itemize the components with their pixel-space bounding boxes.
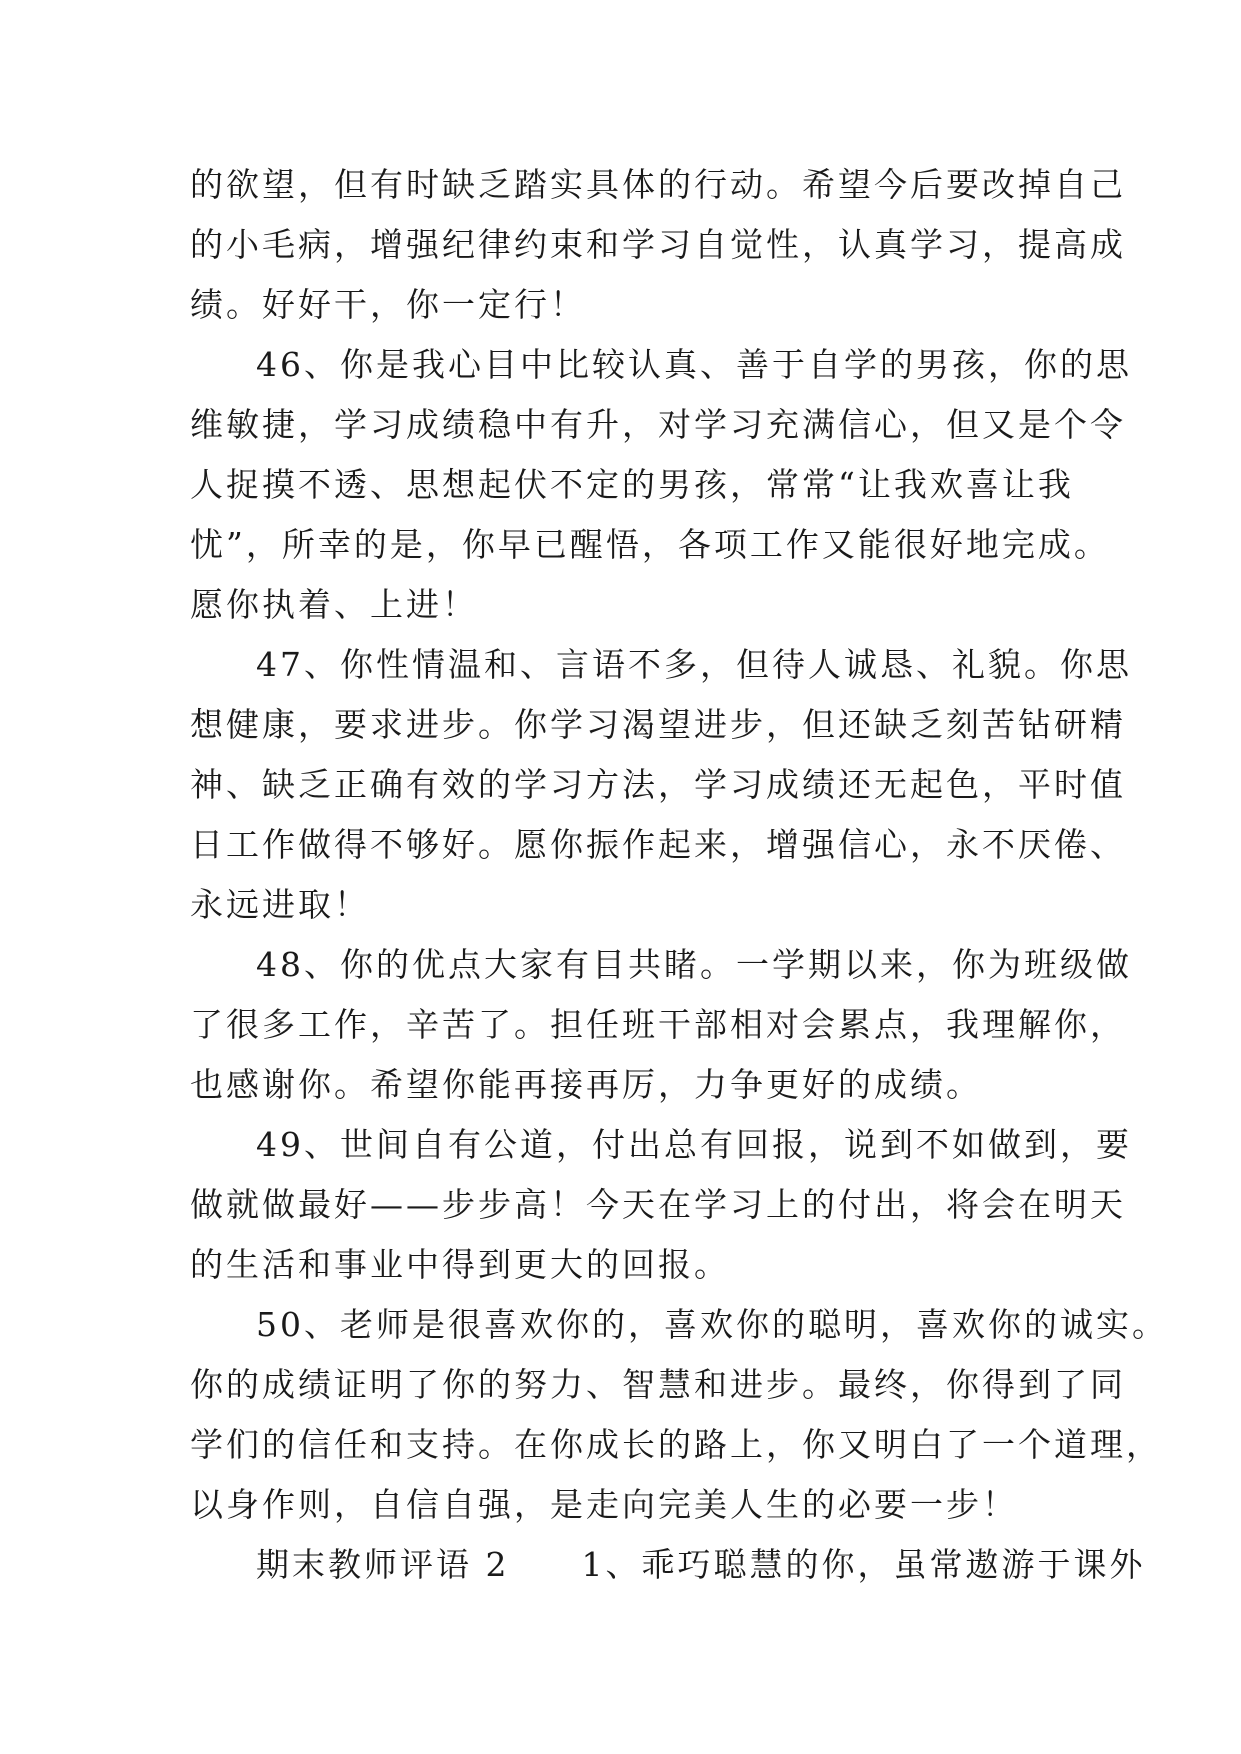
text-line: 人捉摸不透、思想起伏不定的男孩，常常“让我欢喜让我 bbox=[190, 465, 1074, 504]
text-line: 47、你性情温和、言语不多，但待人诚恳、礼貌。你思 bbox=[256, 645, 1132, 684]
text-line: 日工作做得不够好。愿你振作起来，增强信心，永不厌倦、 bbox=[190, 825, 1126, 864]
text-line: 神、缺乏正确有效的学习方法，学习成绩还无起色，平时值 bbox=[190, 765, 1126, 804]
text-line: 的欲望，但有时缺乏踏实具体的行动。希望今后要改掉自己 bbox=[190, 165, 1126, 204]
document-body bbox=[190, 155, 1168, 1595]
text-line: 的生活和事业中得到更大的回报。 bbox=[190, 1245, 730, 1284]
text-line: 做就做最好——步步高！今天在学习上的付出，将会在明天 bbox=[190, 1185, 1126, 1224]
text-line: 以身作则，自信自强，是走向完美人生的必要一步！ bbox=[190, 1485, 1018, 1524]
text-line: 期末教师评语 2 1、乖巧聪慧的你，虽常遨游于课外 bbox=[256, 1545, 1146, 1584]
text-line: 永远进取！ bbox=[190, 885, 370, 924]
text-line: 绩。好好干，你一定行！ bbox=[190, 285, 586, 324]
text-line: 的小毛病，增强纪律约束和学习自觉性，认真学习，提高成 bbox=[190, 225, 1126, 264]
text-line: 49、世间自有公道，付出总有回报，说到不如做到，要 bbox=[256, 1125, 1132, 1164]
text-line: 50、老师是很喜欢你的，喜欢你的聪明，喜欢你的诚实。 bbox=[256, 1305, 1168, 1344]
text-line: 愿你执着、上进！ bbox=[190, 585, 478, 624]
text-line: 了很多工作，辛苦了。担任班干部相对会累点，我理解你， bbox=[190, 1005, 1126, 1044]
text-line: 忧”，所幸的是，你早已醒悟，各项工作又能很好地完成。 bbox=[190, 525, 1110, 564]
text-line: 学们的信任和支持。在你成长的路上，你又明白了一个道理， bbox=[190, 1425, 1162, 1464]
text-line: 也感谢你。希望你能再接再厉，力争更好的成绩。 bbox=[190, 1065, 982, 1104]
text-line: 46、你是我心目中比较认真、善于自学的男孩，你的思 bbox=[256, 345, 1132, 384]
text-line: 48、你的优点大家有目共睹。一学期以来，你为班级做 bbox=[256, 945, 1132, 984]
text-line: 你的成绩证明了你的努力、智慧和进步。最终，你得到了同 bbox=[190, 1365, 1126, 1404]
text-line: 维敏捷，学习成绩稳中有升，对学习充满信心，但又是个令 bbox=[190, 405, 1126, 444]
text-line: 想健康，要求进步。你学习渴望进步，但还缺乏刻苦钻研精 bbox=[190, 705, 1126, 744]
